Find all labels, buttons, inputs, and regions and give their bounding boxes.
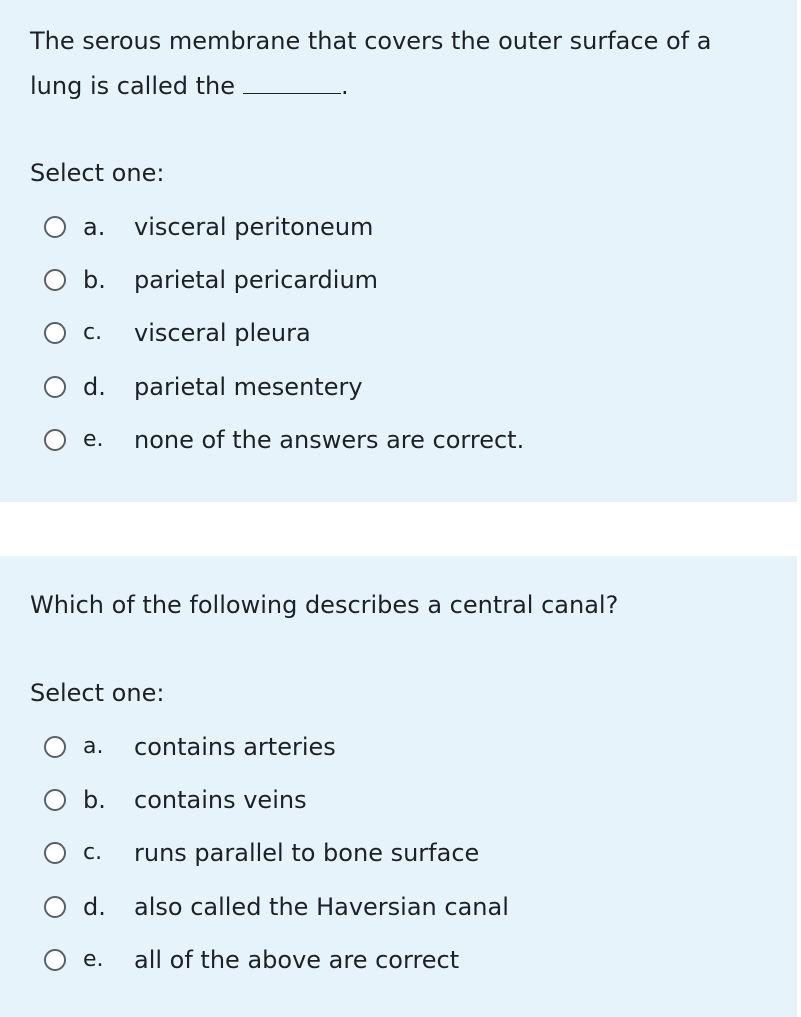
question-card-2 (0, 556, 797, 1017)
answer-option-c[interactable] (44, 827, 764, 880)
select-one-label: Select one: (30, 679, 165, 707)
radio-button-icon[interactable] (44, 322, 66, 344)
radio-button-icon[interactable] (44, 789, 66, 811)
radio-button-icon[interactable] (44, 842, 66, 864)
option-letter: a. (83, 212, 106, 241)
fill-in-blank (243, 73, 341, 94)
question-text: Which of the following describes a central canal? (30, 591, 619, 619)
select-one-label: Select one: (30, 159, 165, 187)
radio-button-icon[interactable] (44, 949, 66, 971)
option-text[interactable]: visceral pleura (134, 319, 311, 348)
option-text[interactable]: runs parallel to bone surface (134, 839, 480, 868)
option-letter: d. (83, 372, 106, 401)
answer-option-b[interactable] (44, 773, 764, 826)
option-text[interactable]: contains arteries (134, 732, 336, 761)
answer-option-c[interactable] (44, 307, 764, 360)
option-text[interactable]: contains veins (134, 785, 307, 814)
question-card-1 (0, 0, 797, 502)
option-text[interactable]: parietal pericardium (134, 265, 379, 294)
option-letter: e. (83, 426, 104, 452)
radio-button-icon[interactable] (44, 429, 66, 451)
answer-option-e[interactable] (44, 413, 764, 466)
question-text-content: The serous membrane that covers the outer surface of a lung is called the (30, 27, 712, 100)
answer-option-e[interactable] (44, 933, 764, 986)
answer-option-b[interactable] (44, 253, 764, 306)
option-letter: c. (83, 320, 103, 346)
option-letter: b. (83, 265, 106, 294)
option-text[interactable]: visceral peritoneum (134, 212, 374, 241)
option-letter: a. (83, 733, 104, 759)
option-letter: b. (83, 785, 106, 814)
option-text[interactable]: parietal mesentery (134, 372, 363, 401)
option-letter: e. (83, 946, 104, 972)
option-text[interactable]: all of the above are correct (134, 945, 460, 974)
answer-option-a[interactable] (44, 200, 764, 253)
option-letter: c. (83, 840, 103, 866)
radio-button-icon[interactable] (44, 216, 66, 238)
answer-list (44, 720, 764, 986)
question-text (30, 19, 770, 109)
option-text[interactable]: none of the answers are correct. (134, 425, 525, 454)
radio-button-icon[interactable] (44, 896, 66, 918)
radio-button-icon[interactable] (44, 269, 66, 291)
radio-button-icon[interactable] (44, 376, 66, 398)
option-letter: d. (83, 892, 106, 921)
question-text-suffix: . (341, 72, 349, 100)
answer-list (44, 200, 764, 466)
answer-option-d[interactable] (44, 880, 764, 933)
answer-option-a[interactable] (44, 720, 764, 773)
radio-button-icon[interactable] (44, 736, 66, 758)
option-text[interactable]: also called the Haversian canal (134, 892, 509, 921)
answer-option-d[interactable] (44, 360, 764, 413)
